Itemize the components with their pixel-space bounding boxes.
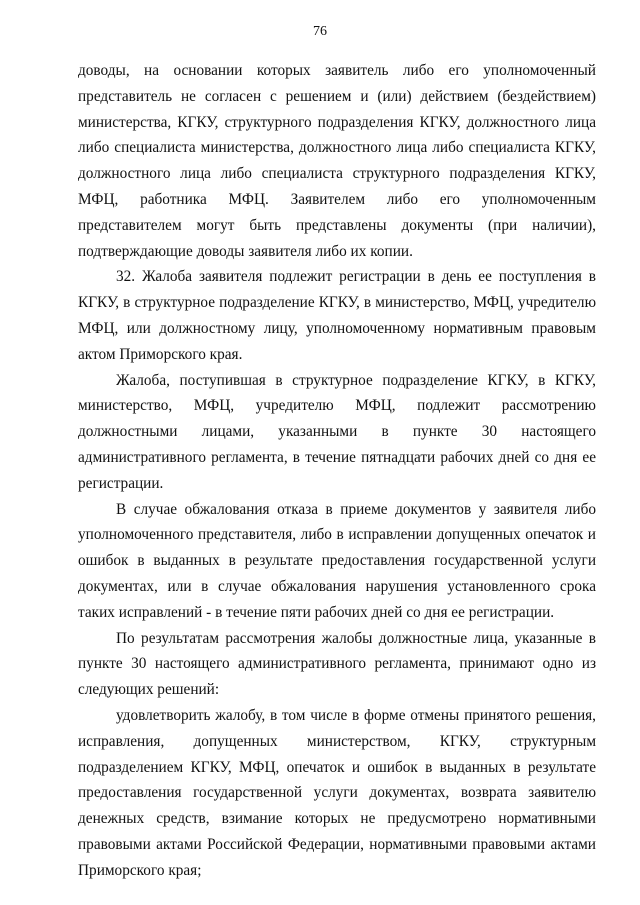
paragraph-refusal-appeal: В случае обжалования отказа в приеме документов у заявителя либо уполномоченного представителя, либо в исправлении допущенных опечаток и ошибок в выданных в результате предоставления государственной услуги документах, или в случае обжалования нарушения установленного срока таких исправлений - в течение пяти рабочих дней со дня ее регистрации. (78, 500, 596, 621)
paragraph-decision-satisfy: удовлетворить жалобу, в том числе в форме отмены принятого решения, исправления, допущенных министерством, КГКУ, структурным подразделением КГКУ, МФЦ, опечаток и ошибок в выданных в результате предоставления государственной услуги документах, возврата заявителю денежных средств, взимание которых не предусмотрено нормативными правовыми актами Российской Федерации, нормативными правовыми актами Приморского края; (78, 706, 596, 879)
paragraph-review-deadline: Жалоба, поступившая в структурное подразделение КГКУ, в КГКУ, министерство, МФЦ, учредителю МФЦ, подлежит рассмотрению должностными лицами, указанными в пункте 30 настоящего административного регламента, в течение пятнадцати рабочих дней со дня ее регистрации. (78, 371, 596, 492)
paragraph-continuation: доводы, на основании которых заявитель либо его уполномоченный представитель не согласен с решением и (или) действием (бездействием) министерства, КГКУ, структурного подразделения КГКУ, должностного лица либо специалиста министерства, должностного лица либо специалиста КГКУ, должностного лица либо специалиста структурного подразделения КГКУ, МФЦ, работника МФЦ. Заявителем либо его уполномоченным представителем могут быть представлены документы (при наличии), подтверждающие доводы заявителя либо их копии. (78, 62, 596, 260)
paragraph-review-results: По результатам рассмотрения жалобы должностные лица, указанные в пункте 30 настоящего административного регламента, принимают одно из следующих решений: (78, 629, 596, 699)
document-body (78, 58, 596, 884)
paragraph-item-32: 32. Жалоба заявителя подлежит регистрации в день ее поступления в КГКУ, в структурное подразделение КГКУ, в министерство, МФЦ, учредителю МФЦ, или должностному лицу, уполномоченному нормативным правовым актом Приморского края. (78, 268, 596, 363)
page-number: 76 (313, 24, 327, 39)
